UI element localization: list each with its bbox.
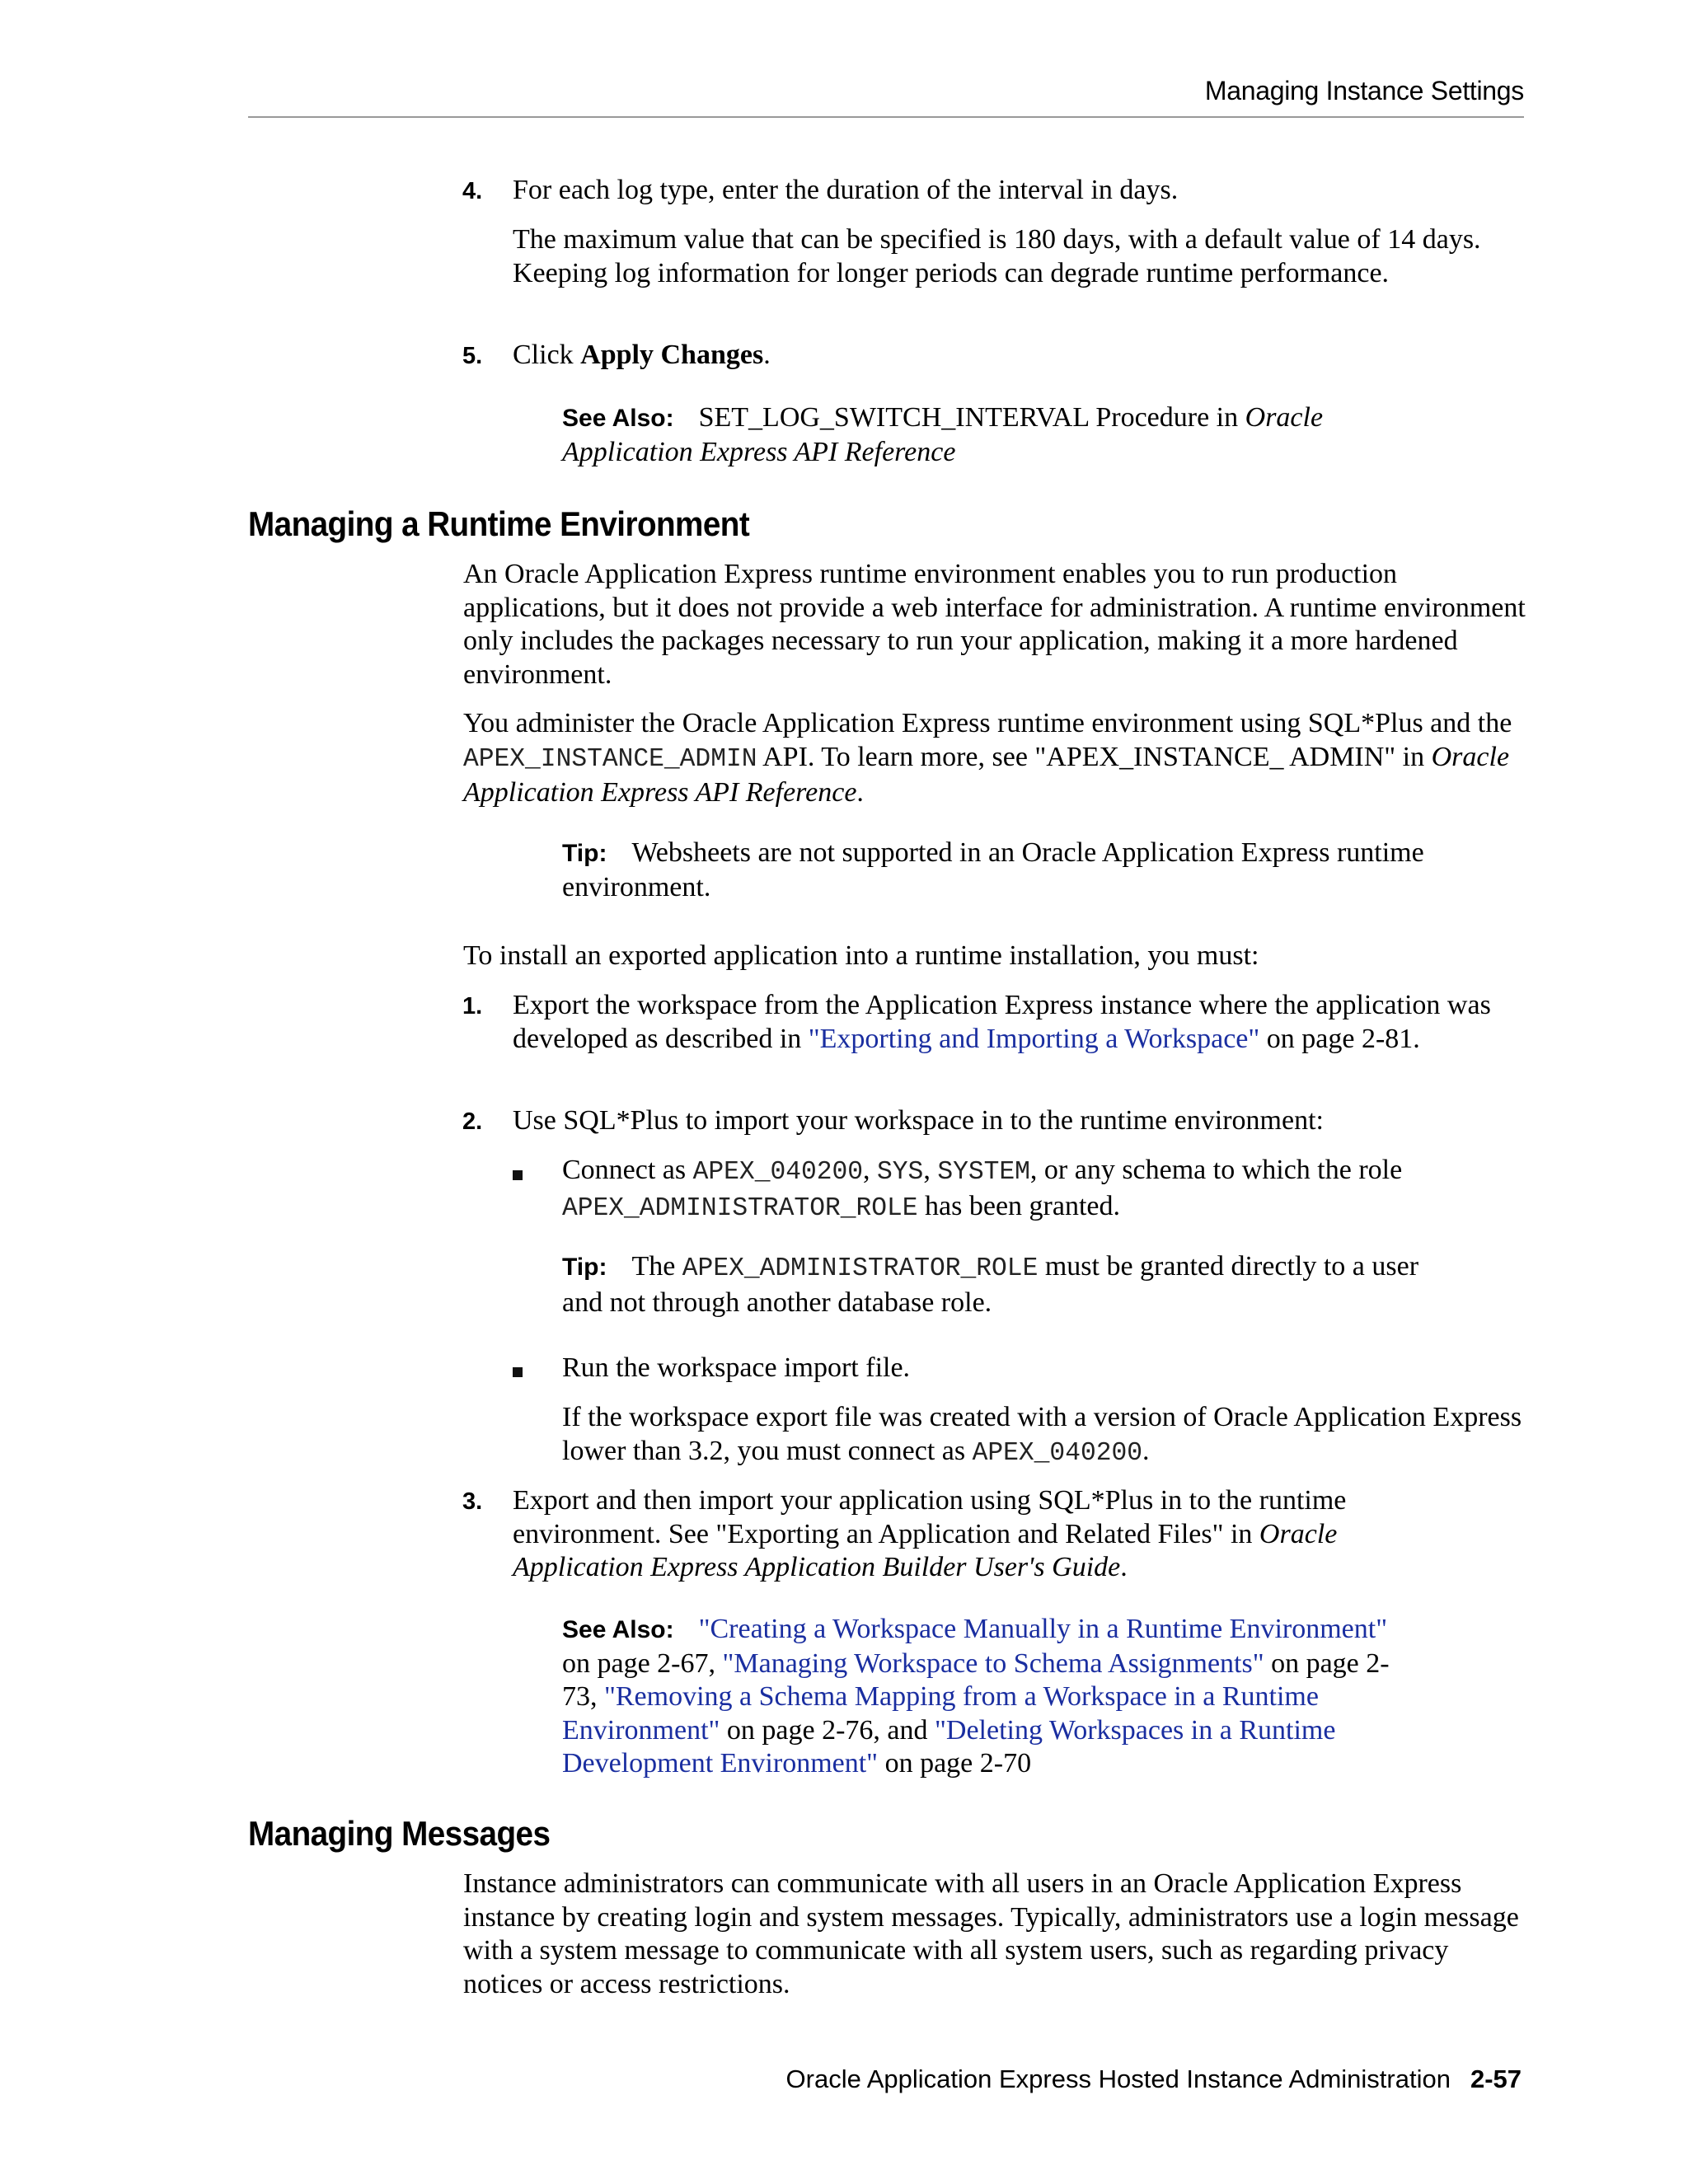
install-intro: To install an exported application into a runtime installation, you must: [463,940,1259,971]
step-1-number: 1. [462,993,483,1019]
step-3-number: 3. [462,1488,483,1515]
running-header: Managing Instance Settings [1204,76,1524,105]
step-1-text: Export the workspace from the Application Express instance where the application was developed as described in "Exporting and Importing a Workspace" on page 2-81. [513,990,1491,1054]
see-also-note-runtime: See Also: "Creating a Workspace Manually in a Runtime Environment" on page 2-67, "Managing Workspace to Schema Assignments" on page 2-73, "Removing a Schema Mapping from a Workspace in a Runtime Environment" on page 2-76, and "Deleting Workspaces in a Runtime Development Environment" on page 2-70 [562,1614,1390,1779]
step-5-number: 5. [462,343,483,369]
code-apex-instance-admin: APEX_INSTANCE_ADMIN [463,744,757,774]
tip-label: Tip: [562,840,607,867]
link-exporting-importing-workspace[interactable]: "Exporting and Importing a Workspace" [808,1023,1260,1054]
step-4-detail: The maximum value that can be specified is 180 days, with a default value of 14 days. Keeping log information for longer periods can degrade runtime performance. [513,224,1481,288]
section-heading-messages: Managing Messages [248,1814,551,1853]
see-also-label: See Also: [562,405,674,432]
apply-changes-label: Apply Changes [580,340,764,370]
runtime-admin-paragraph: You administer the Oracle Application Express runtime environment using SQL*Plus and the APEX_INSTANCE_ADMIN API. To learn more, see "APEX_INSTANCE_ ADMIN" in Oracle Application Express API Reference. [463,708,1512,808]
step-2-number: 2. [462,1108,483,1135]
step-4-text: For each log type, enter the duration of the interval in days. [513,175,1179,205]
bullet-marker [513,1170,523,1180]
bullet-connect-as: Connect as APEX_040200, SYS, SYSTEM, or any schema to which the role APEX_ADMINISTRATOR_ROLE has been granted. [562,1155,1403,1223]
step-3-text: Export and then import your application using SQL*Plus in to the runtime environment. See "Exporting an Application and Related Files" in Oracle Application Express Application Builder User's Guide. [513,1485,1347,1582]
tip-websheets: Tip: Websheets are not supported in an Oracle Application Express runtime environment. [562,837,1424,902]
see-also-note-top: See Also: SET_LOG_SWITCH_INTERVAL Procedure in Oracle Application Express API Reference [562,402,1324,467]
step-4-number: 4. [462,178,483,204]
messages-paragraph: Instance administrators can communicate with all users in an Oracle Application Express instance by creating login and system messages. Typically, administrators use a login message with a system message to communicate with all system users, such as regarding privacy notices or access restrictions. [463,1868,1519,1999]
section-heading-runtime: Managing a Runtime Environment [248,504,750,543]
bullet-marker [513,1367,523,1377]
see-also-label: See Also: [562,1616,674,1643]
header-rule [248,116,1524,118]
tip-label: Tip: [562,1254,607,1281]
link-creating-workspace-manually[interactable]: "Creating a Workspace Manually in a Runtime Environment" [698,1614,1388,1644]
bullet-run-import-detail: If the workspace export file was created with a version of Oracle Application Express lower than 3.2, you must connect as APEX_040200. [562,1402,1522,1468]
link-removing-schema-mapping[interactable]: "Removing a Schema Mapping from a Workspace in a Runtime Environment" [562,1681,1319,1746]
footer-title: Oracle Application Express Hosted Instance Administration [785,2064,1451,2093]
page-footer [786,2064,1522,2094]
page-number: 2-57 [1470,2064,1522,2093]
link-deleting-workspaces[interactable]: "Deleting Workspaces in a Runtime Development Environment" [562,1714,1336,1779]
runtime-intro-paragraph: An Oracle Application Express runtime environment enables you to run production applications, but it does not provide a web interface for administration. A runtime environment only includes the packages necessary to run your application, making it a more hardened environment. [463,559,1526,690]
link-managing-workspace-schema[interactable]: "Managing Workspace to Schema Assignments" [722,1647,1264,1679]
step-5-text: Click Apply Changes. [513,340,771,370]
tip-admin-role: Tip: The APEX_ADMINISTRATOR_ROLE must be granted directly to a user and not through another database role. [562,1251,1419,1318]
bullet-run-import: Run the workspace import file. [562,1352,911,1383]
step-2-text: Use SQL*Plus to import your workspace in to the runtime environment: [513,1105,1324,1136]
